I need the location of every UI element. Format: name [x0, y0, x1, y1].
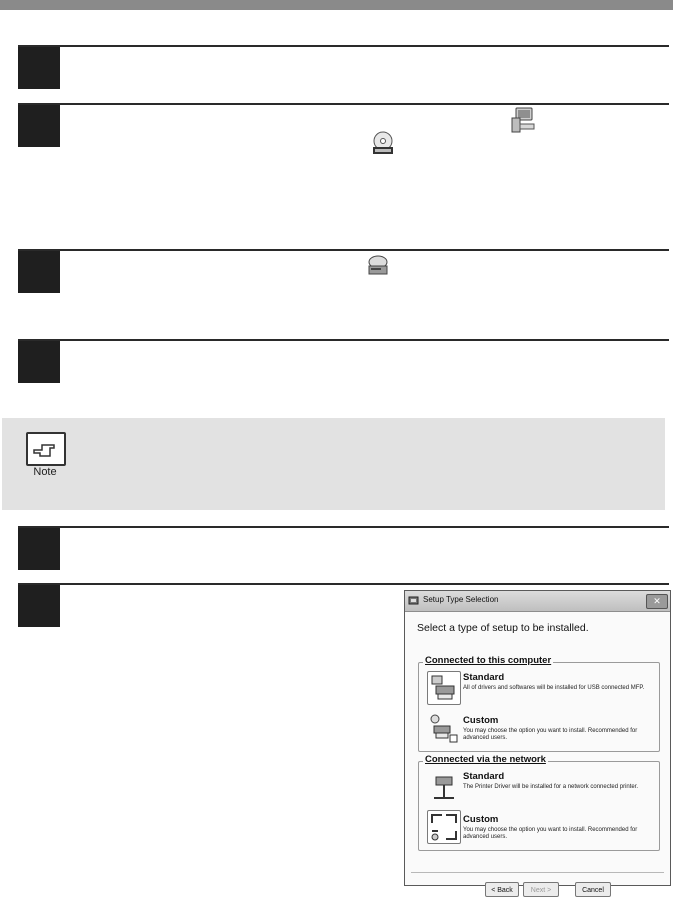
step-3-box [18, 251, 60, 293]
note-panel [2, 418, 665, 510]
setup-app-icon [408, 595, 419, 606]
group-local [418, 655, 660, 752]
network-custom-icon [428, 811, 460, 843]
group-local-title: Connected to this computer [425, 655, 552, 666]
network-custom-desc: You may choose the option you want to install. Recommended for advanced users. [463, 827, 638, 840]
note-label: Note [33, 466, 57, 478]
dialog-heading: Select a type of setup to be installed. [417, 622, 589, 634]
group-network-title: Connected via the network [425, 754, 546, 765]
header-bar [0, 0, 673, 10]
step-4-box [18, 341, 60, 383]
step-4-rule [18, 339, 669, 341]
local-custom-label: Custom [463, 715, 499, 726]
step-5-rule [18, 526, 669, 528]
close-button[interactable] [646, 594, 668, 609]
network-standard-button[interactable] [427, 770, 461, 804]
dialog-separator [411, 872, 664, 873]
dialog-title-bar [405, 591, 670, 612]
network-custom-label: Custom [463, 814, 499, 825]
setup-type-dialog [404, 590, 671, 894]
local-standard-label: Standard [463, 672, 505, 683]
step-6-rule [18, 583, 669, 585]
local-standard-button[interactable] [427, 671, 461, 705]
step-5-box [18, 528, 60, 570]
step-1-box [18, 47, 60, 89]
close-icon: ✕ [653, 596, 661, 606]
printer-custom-icon [428, 712, 460, 744]
dialog-body [405, 612, 670, 894]
network-printer-icon [428, 771, 460, 803]
my-computer-icon [508, 106, 538, 134]
cd-drive-icon [364, 252, 392, 280]
step-2-rule [18, 103, 669, 105]
step-2-box [18, 105, 60, 147]
network-standard-label: Standard [463, 771, 505, 782]
step-1-rule [18, 45, 669, 47]
back-button[interactable]: < Back [485, 882, 519, 897]
step-6-box [18, 585, 60, 627]
printer-pc-icon [428, 672, 460, 704]
step-3-rule [18, 249, 669, 251]
network-custom-button[interactable] [427, 810, 461, 844]
group-network [418, 754, 660, 851]
network-standard-desc: The Printer Driver will be installed for a network connected printer. [463, 784, 639, 790]
local-custom-button[interactable] [427, 711, 461, 745]
cd-rom-icon [370, 130, 396, 156]
local-standard-desc: All of drivers and softwares will be installed for USB connected MFP. [463, 685, 645, 691]
local-custom-desc: You may choose the option you want to install. Recommended for advanced users. [463, 728, 638, 741]
next-button[interactable]: Next > [523, 882, 559, 897]
cancel-button[interactable]: Cancel [575, 882, 611, 897]
pointing-hand-icon [26, 432, 66, 466]
dialog-title: Setup Type Selection [423, 595, 499, 604]
